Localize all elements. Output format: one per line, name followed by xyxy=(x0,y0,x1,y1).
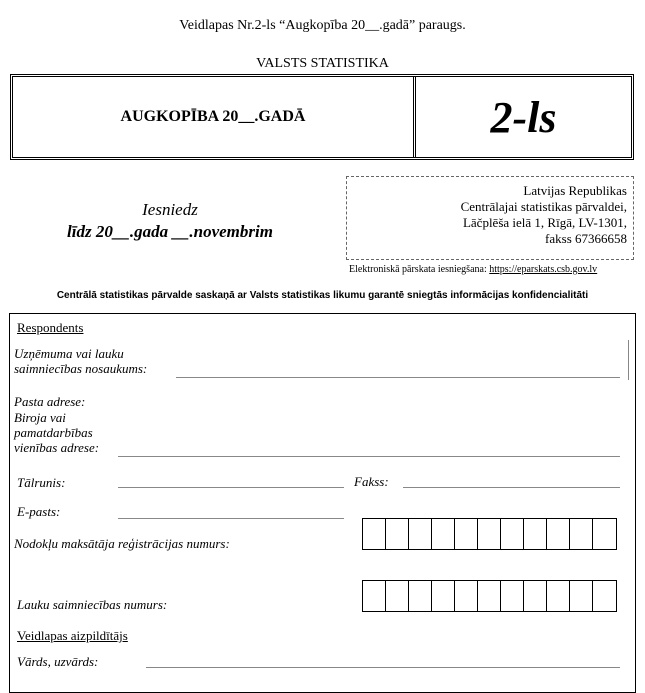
label-line: saimniecības nosaukums: xyxy=(14,361,148,376)
form-title: AUGKOPĪBA 20__.GADĀ xyxy=(13,77,416,157)
label-line: Uzņēmuma vai lauku xyxy=(14,346,124,361)
digit-cell[interactable] xyxy=(455,519,478,549)
submission-block xyxy=(30,200,310,242)
phone-field[interactable] xyxy=(118,487,344,488)
digit-cell[interactable] xyxy=(386,519,409,549)
electronic-submission xyxy=(349,264,597,275)
digit-cell[interactable] xyxy=(432,581,455,611)
company-name-field[interactable] xyxy=(176,377,620,378)
recipient-line: Lāčplēša ielā 1, Rīgā, LV-1301, xyxy=(462,215,627,230)
farm-number-cells[interactable] xyxy=(362,580,617,612)
digit-cell[interactable] xyxy=(524,581,547,611)
recipient-line: Latvijas Republikas xyxy=(523,183,627,198)
digit-cell[interactable] xyxy=(478,581,501,611)
form-code: 2-ls xyxy=(490,92,557,142)
phone-label: Tālrunis: xyxy=(17,475,66,490)
digit-cell[interactable] xyxy=(386,581,409,611)
digit-cell[interactable] xyxy=(409,519,432,549)
digit-cell[interactable] xyxy=(570,519,593,549)
digit-cell[interactable] xyxy=(524,519,547,549)
electronic-link[interactable]: https://eparskats.csb.gov.lv xyxy=(489,264,598,275)
filler-name-label: Vārds, uzvārds: xyxy=(17,654,99,669)
digit-cell[interactable] xyxy=(593,581,616,611)
office-address-field[interactable] xyxy=(118,456,620,457)
label-line: pamatdarbības xyxy=(14,425,93,440)
tax-number-cells[interactable] xyxy=(362,518,617,550)
fax-field[interactable] xyxy=(403,487,620,488)
digit-cell[interactable] xyxy=(501,519,524,549)
form-sample-note: Veidlapas Nr.2-ls “Augkopība 20__.gadā” paraugs. xyxy=(179,18,466,33)
respondent-heading: Respondents xyxy=(17,320,84,335)
confidentiality-notice: Centrālā statistikas pārvalde saskaņā ar Valsts statistikas likumu garantē sniegtās informācijas konfidencialitāti xyxy=(56,290,589,301)
form-title-box xyxy=(10,74,634,160)
recipient-address-box xyxy=(346,176,634,260)
digit-cell[interactable] xyxy=(409,581,432,611)
digit-cell[interactable] xyxy=(363,519,386,549)
fax-label: Fakss: xyxy=(354,474,389,489)
submission-deadline: līdz 20__.gada __.novembrim xyxy=(67,222,273,241)
right-margin-mark xyxy=(628,340,629,380)
digit-cell[interactable] xyxy=(547,581,570,611)
company-name-label xyxy=(14,346,147,376)
electronic-label: Elektroniskā pārskata iesniegšana: xyxy=(349,264,487,275)
digit-cell[interactable] xyxy=(593,519,616,549)
email-label: E-pasts: xyxy=(17,504,61,519)
digit-cell[interactable] xyxy=(455,581,478,611)
label-line: vienības adrese: xyxy=(14,440,100,455)
filler-name-field[interactable] xyxy=(146,667,620,668)
agency-name: VALSTS STATISTIKA xyxy=(256,56,389,71)
email-field[interactable] xyxy=(118,518,344,519)
recipient-line: Centrālajai statistikas pārvaldei, xyxy=(460,199,627,214)
digit-cell[interactable] xyxy=(547,519,570,549)
recipient-line: fakss 67366658 xyxy=(545,231,627,246)
postal-address-label: Pasta adrese: xyxy=(14,394,86,409)
farm-number-label: Lauku saimniecības numurs: xyxy=(17,597,168,612)
submission-label: Iesniedz xyxy=(142,200,198,219)
digit-cell[interactable] xyxy=(570,581,593,611)
label-line: Biroja vai xyxy=(14,410,66,425)
office-address-label xyxy=(14,410,99,455)
filler-heading: Veidlapas aizpildītājs xyxy=(17,628,128,643)
digit-cell[interactable] xyxy=(478,519,501,549)
digit-cell[interactable] xyxy=(363,581,386,611)
tax-number-label: Nodokļu maksātāja reģistrācijas numurs: xyxy=(14,536,230,551)
digit-cell[interactable] xyxy=(432,519,455,549)
digit-cell[interactable] xyxy=(501,581,524,611)
